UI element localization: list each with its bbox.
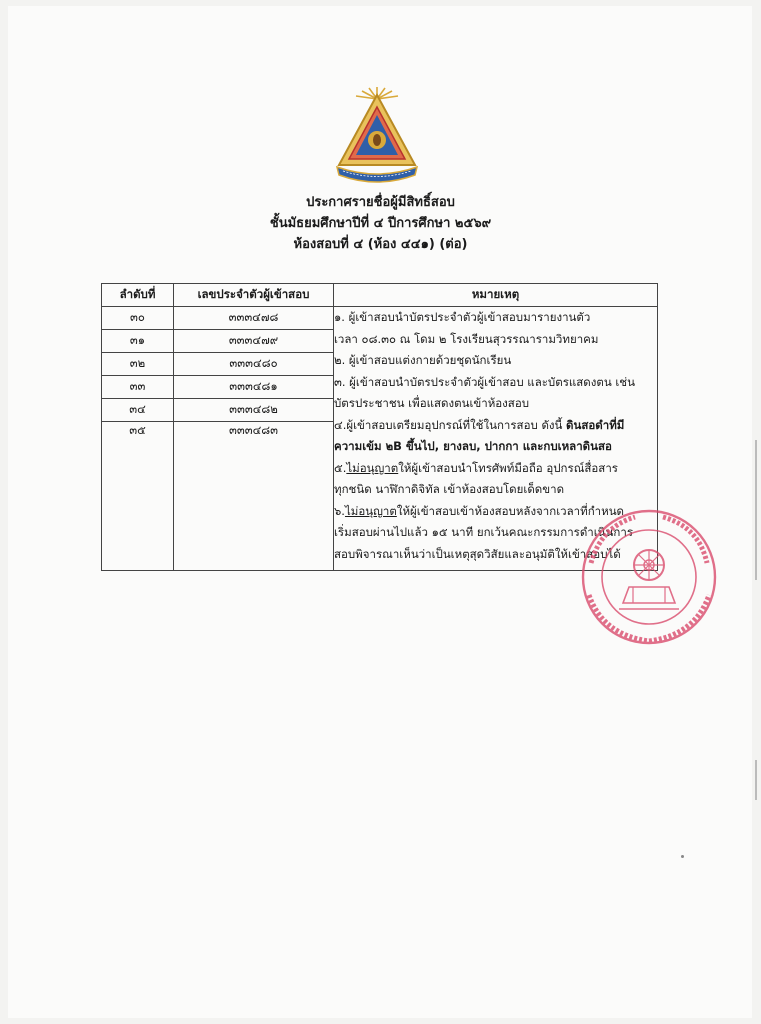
note-1b: เวลา ๐๘.๓๐ ณ โดม ๒ โรงเรียนสุวรรณารามวิทยาคม [334,331,599,346]
note-4a-bold: ดินสอดำที่มี [566,417,625,432]
note-6c: สอบพิจารณาเห็นว่าเป็นเหตุสุดวิสัยและอนุมัติให้เข้าสอบได้ [334,546,621,561]
note-3b: บัตรประชาชน เพื่อแสดงตนเข้าห้องสอบ [334,396,530,410]
title-line-1: ประกาศรายชื่อผู้มีสิทธิ์สอบ [306,195,455,210]
page-edge-shadow [755,760,757,800]
row-order: ๓๔ [102,399,174,422]
header-remarks: หมายเหตุ [334,284,658,307]
note-4b-bold: ความเข้ม ๒B ขึ้นไป, ยางลบ, ปากกา และกบเหลาดินสอ [334,439,612,453]
note-5a [334,458,657,480]
note-5a-prefix: ๕. [334,460,347,475]
row-order: ๓๑ [102,330,174,353]
row-order: ๓๐ [102,307,174,330]
note-6a-rest: ให้ผู้เข้าสอบเข้าห้องสอบหลังจากเวลาที่กำหนด [396,503,625,518]
note-6b: เริ่มสอบผ่านไปแล้ว ๑๕ นาที ยกเว้นคณะกรรมการดำเนินการ [334,525,633,539]
office-seal-stamp-icon [573,507,723,649]
note-6a-prefix: ๖. [334,503,345,518]
title-line-3: ห้องสอบที่ ๔ (ห้อง ๔๔๑) (ต่อ) [293,237,468,252]
note-6a-underline: ไม่อนุญาต [344,503,397,518]
note-2: ๒. ผู้เข้าสอบแต่งกายด้วยชุดนักเรียน [334,353,512,367]
row-order: ๓๕ [102,422,174,571]
row-exam-id: ๓๓๓๔๘๓ [174,422,334,571]
paper-speck [681,855,684,858]
row-exam-id: ๓๓๓๔๘๐ [174,353,334,376]
note-4b [334,436,657,458]
header-order: ลำดับที่ [102,284,174,307]
title-line-2: ชั้นมัธยมศึกษาปีที่ ๔ ปีการศึกษา ๒๕๖๙ [269,216,492,231]
row-exam-id: ๓๓๓๔๘๑ [174,376,334,399]
page-edge-shadow [755,440,757,580]
row-order: ๓๓ [102,376,174,399]
announcement-title [0,192,761,255]
note-4a [334,415,657,437]
header-exam-id: เลขประจำตัวผู้เข้าสอบ [174,284,334,307]
note-5a-underline: ไม่อนุญาต [346,460,399,475]
row-exam-id: ๓๓๓๔๗๙ [174,330,334,353]
note-4a-text: ๔.ผู้เข้าสอบเตรียมอุปกรณ์ที่ใช้ในการสอบ ดังนี้ [334,417,567,432]
table-row [102,307,658,330]
row-exam-id: ๓๓๓๔๗๘ [174,307,334,330]
row-order: ๓๒ [102,353,174,376]
note-5b: ทุกชนิด นาฬิกาดิจิทัล เข้าห้องสอบโดยเด็ดขาด [334,482,565,496]
note-1a: ๑. ผู้เข้าสอบนำบัตรประจำตัวผู้เข้าสอบมารายงานตัว [334,310,591,324]
school-emblem-icon [331,85,423,189]
table-header-row [102,284,658,307]
note-3a: ๓. ผู้เข้าสอบนำบัตรประจำตัวผู้เข้าสอบ และบัตรแสดงตน เช่น [334,374,635,389]
row-exam-id: ๓๓๓๔๘๒ [174,399,334,422]
note-5a-rest: ให้ผู้เข้าสอบนำโทรศัพท์มือถือ อุปกรณ์สื่อสาร [398,460,618,475]
